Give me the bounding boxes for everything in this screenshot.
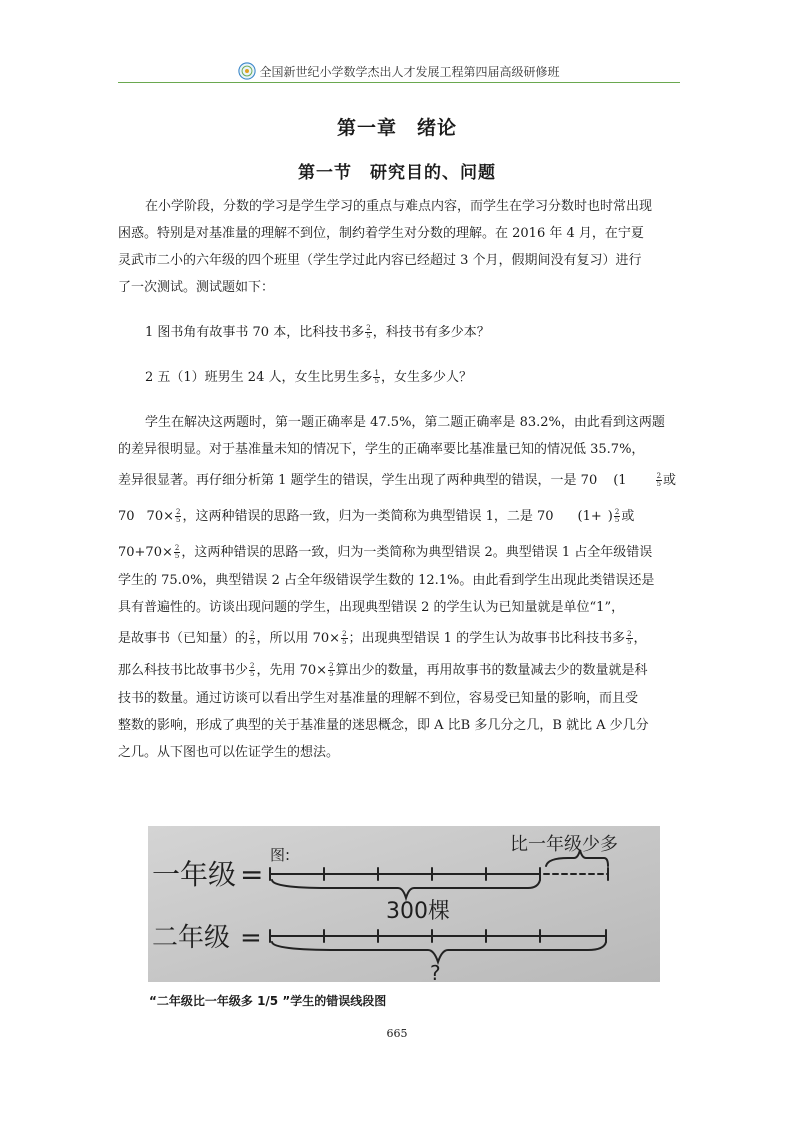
figure-caption: “二年级比一年级多 1/5 ”学生的错误线段图 bbox=[149, 994, 387, 1008]
running-header bbox=[118, 58, 680, 84]
question-2-text: 2 五（1）班男生 24 人，女生比男生多 bbox=[145, 370, 373, 385]
fraction: $\frac{2}{5}$ bbox=[366, 324, 371, 340]
page-number: 665 bbox=[386, 1027, 408, 1040]
question-mark: ? bbox=[430, 961, 441, 982]
text-line: 具有普遍性的。访谈出现问题的学生，出现典型错误 2 的学生认为已知量就是单位“1”， bbox=[118, 600, 625, 615]
grade1-label: 一年级 bbox=[152, 858, 237, 891]
equals-sign-2: = bbox=[240, 923, 262, 953]
question-2 bbox=[118, 367, 684, 394]
fraction: $\frac{2}{5}$ bbox=[329, 662, 334, 678]
section-title: 第一节 研究目的、问题 bbox=[298, 163, 496, 183]
fraction: $\frac{2}{5}$ bbox=[250, 630, 255, 646]
fraction: $\frac{2}{5}$ bbox=[656, 472, 662, 488]
header-title: 全国新世纪小学数学杰出人才发展工程第四届高级研修班 bbox=[259, 64, 560, 79]
fraction: $\frac{2}{5}$ bbox=[250, 662, 255, 678]
fraction: $\frac{2}{5}$ bbox=[627, 630, 632, 646]
text-line: 70+70× $\frac{2}{5}$ ，这两种错误的思路一致，归为一类简称为典型错误 2。典型错误 1 占全年级错误 bbox=[118, 544, 653, 560]
question-1-text: 1 图书角有故事书 70 本，比科技书多 bbox=[145, 325, 365, 340]
logo-icon bbox=[238, 62, 256, 80]
fraction: $\frac{2}{5}$ bbox=[174, 544, 180, 560]
text-line: 70 70× $\frac{2}{5}$ ，这两种错误的思路一致，归为一类简称为典型错误 1，二是 70 (1+ ) $\frac{2}{5}$ 或 bbox=[118, 508, 635, 524]
question-2-text-end: ，女生多少人？ bbox=[380, 370, 472, 385]
fraction: $\frac{2}{5}$ bbox=[614, 508, 620, 524]
question-1-text-end: ，科技书有多少本？ bbox=[372, 325, 490, 340]
text-line: 差异很显著。再仔细分析第 1 题学生的错误，学生出现了两种典型的错误，一是 70 (1 $\frac{2}{5}$ 或 bbox=[118, 472, 677, 488]
text-line: 学生在解决这两题时，第一题正确率是 47.5%，第二题正确率是 83.2%，由此看到这两题 bbox=[145, 415, 665, 430]
body-text bbox=[118, 196, 684, 769]
text-line: 那么科技书比故事书少 $\frac{2}{5}$ ，先用 70× $\frac{2}{5}$ 算出少的数量，再用故事书的数量减去少的数量就是科 bbox=[118, 662, 648, 678]
label-more: 比一年级少多 bbox=[510, 834, 618, 855]
fraction: $\frac{2}{5}$ bbox=[175, 508, 181, 524]
chapter-title: 第一章 绪论 bbox=[336, 117, 457, 139]
text-line: 整数的影响，形成了典型的关于基准量的迷思概念，即 A 比B 多几分之几，B 就比 A 少几分 bbox=[118, 718, 649, 733]
text-line: 困惑。特别是对基准量的理解不到位，制约着学生对分数的理解。在 2016 年 4 月，在宁夏 bbox=[118, 226, 644, 241]
text-line: 灵武市二小的六年级的四个班里（学生学过此内容已经超过 3 个月，假期间没有复习）进行 bbox=[118, 253, 642, 268]
fraction: $\frac{2}{5}$ bbox=[342, 630, 347, 646]
question-1 bbox=[118, 322, 684, 349]
diagram-label: 图: bbox=[270, 846, 291, 864]
label-300: 300棵 bbox=[386, 899, 450, 924]
text-line: 技书的数量。通过访谈可以看出学生对基准量的理解不到位，容易受已知量的影响，而且受 bbox=[118, 691, 639, 706]
text-line: 的差异很明显。对于基准量未知的情况下，学生的正确率要比基准量已知的情况低 35.7%， bbox=[118, 442, 645, 457]
header-divider bbox=[118, 82, 680, 83]
fraction: $\frac{1}{5}$ bbox=[374, 369, 379, 385]
equals-sign-1: = bbox=[240, 858, 264, 891]
grade2-label: 二年级 bbox=[152, 923, 231, 953]
text-line: 是故事书（已知量）的 $\frac{2}{5}$ ，所以用 70× $\frac{2}{5}$ ；出现典型错误 1 的学生认为故事书比科技书多 $\frac{2}{5}$ ， bbox=[118, 630, 647, 646]
student-line-diagram-photo bbox=[148, 826, 660, 982]
text-line: 了一次测试。测试题如下： bbox=[118, 280, 275, 295]
text-line: 学生的 75.0%，典型错误 2 占全年级错误学生数的 12.1%。由此看到学生出现此类错误还是 bbox=[118, 573, 655, 588]
text-line: 在小学阶段，分数的学习是学生学习的重点与难点内容，而学生在学习分数时也时常出现 bbox=[145, 199, 653, 214]
text-line: 之几。从下图也可以佐证学生的想法。 bbox=[118, 745, 340, 760]
